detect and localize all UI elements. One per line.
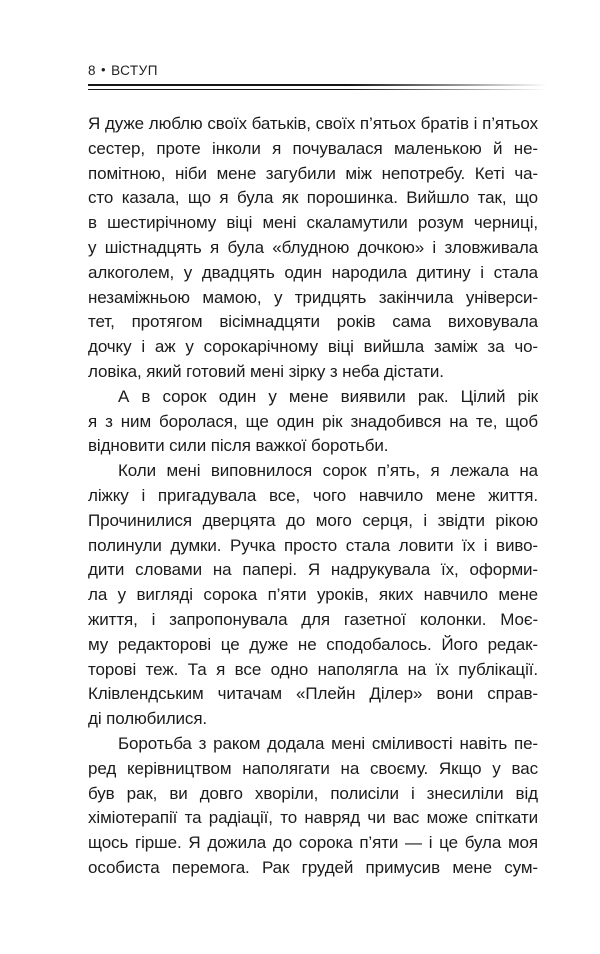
text-line: відновити сили після важкої боротьби.	[88, 436, 389, 456]
paragraph	[88, 112, 538, 385]
text-line: ловіка, який готовий мені зірку з неба дістати.	[88, 361, 444, 381]
text-line: я з ним боролася, ще один рік знадобився на те, щоб	[88, 411, 538, 431]
text-line: дочку і аж у сорокарічному віці вийшла заміж за чо-	[88, 337, 538, 357]
body-text	[88, 112, 538, 881]
text-line: особиста перемога. Рак грудей примусив мене сум-	[88, 857, 538, 877]
text-line: му редакторові це дуже не сподобалось. Його редак-	[88, 634, 538, 654]
text-line: торові теж. Та я все одно наполягла на їх публікації.	[88, 659, 538, 679]
bullet-separator-icon: •	[101, 62, 107, 77]
text-line: Прочинилися дверцята до мого серця, і звідти рікою	[88, 510, 538, 530]
text-line: життя, і запропонувала для газетної колонки. Моє-	[88, 609, 538, 629]
text-line: в шестирічному віці мені скаламутили розум черниці,	[88, 213, 538, 233]
text-line: Коли мені виповнилося сорок п’ять, я лежала на	[118, 461, 538, 481]
text-line: Боротьба з раком додала мені сміливості навіть пе-	[118, 733, 538, 753]
running-header	[88, 64, 158, 78]
section-title: ВСТУП	[111, 63, 158, 78]
paragraph	[88, 385, 538, 459]
text-line: сестер, проте інколи я почувалася маленькою й не-	[88, 138, 538, 158]
header-rule	[88, 84, 562, 90]
text-line: Я дуже люблю своїх батьків, своїх п’ятьох братів і п’ятьох	[88, 114, 538, 133]
text-line: алкоголем, у двадцять один народила дитину і стала	[88, 262, 538, 282]
text-line: був рак, ви довго хворіли, полисіли і знесиліли від	[88, 783, 538, 803]
text-line: ліжку і пригадувала все, чого навчило мене життя.	[88, 485, 538, 505]
text-line: помітною, ніби мене загубили між непотребу. Кеті ча-	[88, 163, 538, 183]
text-line: незаміжньою мамою, у тридцять закінчила універси-	[88, 287, 538, 307]
text-line: щось гірше. Я дожила до сорока п’яти — і це була моя	[88, 833, 538, 853]
text-line: дити словами на папері. Я надрукувала їх, оформи-	[88, 560, 538, 580]
text-line: ла у вигляді сорока п’яти уроків, яких навчило мене	[88, 585, 538, 605]
text-line: ред керівництвом наполягати на своєму. Якщо у вас	[88, 758, 538, 778]
text-line: у шістнадцять я була «блудною дочкою» і зловживала	[88, 237, 538, 257]
text-line: хіміотерапії та радіації, то навряд чи вас може спіткати	[88, 808, 538, 828]
text-line: ді полюбилися.	[88, 709, 208, 729]
text-line: полинули думки. Ручка просто стала ловити їх і виво-	[88, 535, 538, 555]
text-line: сто казала, що я була як порошинка. Вийшло так, що	[88, 188, 538, 208]
page-number: 8	[88, 63, 97, 78]
text-line: А в сорок один у мене виявили рак. Цілий рік	[118, 386, 538, 406]
text-line: Клівлендським читачам «Плейн Ділер» вони справ-	[88, 684, 538, 704]
paragraph	[88, 459, 538, 732]
paragraph	[88, 732, 538, 881]
text-line: тет, протягом вісімнадцяти років сама виховувала	[88, 312, 538, 332]
